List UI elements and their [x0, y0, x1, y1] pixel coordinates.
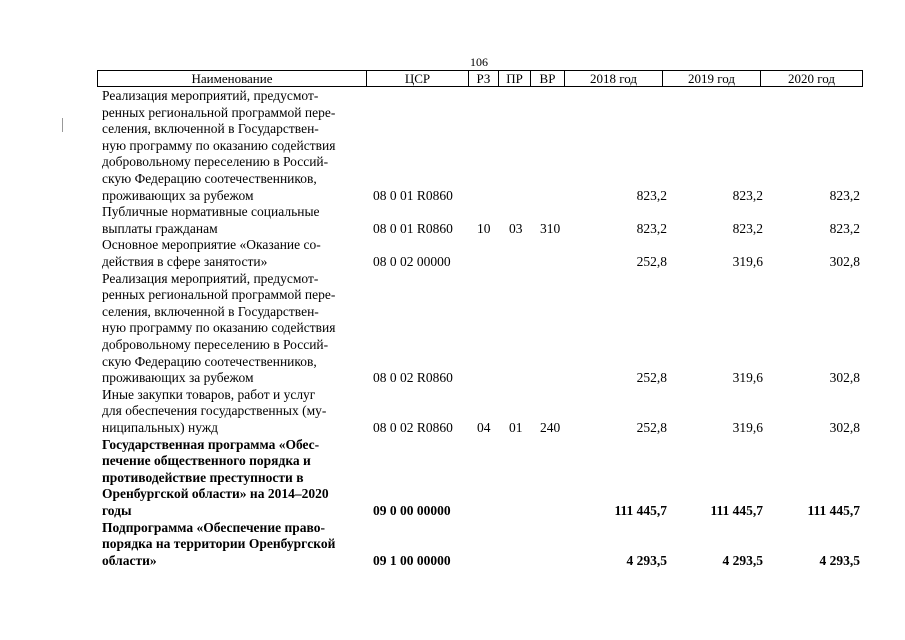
header-rz: РЗ: [469, 70, 499, 87]
row-name-line: добровольному переселению в Россий-: [102, 154, 329, 170]
cell-rz: 04: [477, 420, 491, 435]
cell-2020: 111 445,7: [807, 503, 860, 518]
row-name-line: области»: [102, 552, 157, 568]
row-name: [102, 237, 372, 270]
table-header: [97, 70, 863, 87]
row-name-line: Иные закупки товаров, работ и услуг: [102, 386, 316, 402]
row-name-line: Оренбургской области» на 2014–2020: [102, 486, 329, 502]
cell-2020: 823,2: [829, 220, 860, 236]
row-name-line: Реализация мероприятий, предусмот-: [102, 270, 319, 286]
cell-csr: 08 0 01 R0860: [373, 187, 453, 203]
cell-2019: 319,6: [732, 420, 763, 435]
table-row: [97, 271, 863, 387]
table-row: [97, 237, 863, 270]
row-name: [102, 387, 372, 437]
cell-2019: 4 293,5: [722, 552, 763, 568]
page-number: 106: [470, 55, 488, 69]
row-name-line: скую Федерацию соотечественников,: [102, 170, 317, 186]
row-name-line: порядка на территории Оренбургской: [102, 536, 336, 552]
row-name-line: проживающих за рубежом: [102, 187, 254, 203]
row-name-line: годы: [102, 502, 132, 518]
row-name: [102, 520, 372, 570]
row-name-line: для обеспечения государственных (му-: [102, 403, 327, 419]
row-name-line: селения, включенной в Государствен-: [102, 121, 319, 137]
cell-vr: 240: [540, 420, 561, 435]
row-name-line: ную программу по оказанию содействия: [102, 320, 336, 336]
row-name-line: ную программу по оказанию содействия: [102, 137, 336, 153]
cell-2019: 823,2: [732, 187, 763, 203]
header-2018: 2018 год: [565, 70, 663, 87]
cell-2020: 302,8: [829, 253, 860, 269]
row-name-line: Государственная программа «Обес-: [102, 436, 320, 452]
cell-2018: 823,2: [636, 220, 667, 236]
row-name-line: выплаты гражданам: [102, 220, 218, 236]
cell-2019: 111 445,7: [710, 503, 763, 518]
row-name-line: селения, включенной в Государствен-: [102, 303, 319, 319]
row-name-line: проживающих за рубежом: [102, 370, 254, 386]
row-name: [102, 88, 372, 204]
table-row: [97, 204, 863, 237]
cell-2018: 252,8: [636, 420, 667, 435]
row-name: [102, 204, 372, 237]
table-row: [97, 88, 863, 204]
header-2019: 2019 год: [663, 70, 761, 87]
cell-2018: 252,8: [636, 370, 667, 386]
row-name-line: ниципальных) нужд: [102, 419, 219, 435]
row-name-line: Подпрограмма «Обеспечение право-: [102, 519, 325, 535]
row-name-line: добровольному переселению в Россий-: [102, 336, 329, 352]
cell-vr: 310: [540, 220, 561, 236]
cell-csr: 08 0 02 R0860: [373, 420, 453, 435]
row-name-line: Реализация мероприятий, предусмот-: [102, 88, 319, 103]
cell-2018: 823,2: [636, 187, 667, 203]
cell-csr: 08 0 02 00000: [373, 253, 451, 269]
cell-csr: 08 0 02 R0860: [373, 370, 453, 386]
row-name-line: действия в сфере занятости»: [102, 253, 268, 269]
row-name: [102, 271, 372, 387]
table-row: [97, 520, 863, 570]
row-name-line: ренных региональной программой пере-: [102, 287, 336, 303]
row-name-line: противодействие преступности в: [102, 469, 304, 485]
cell-csr: 09 1 00 00000: [373, 552, 451, 568]
cell-rz: 10: [477, 220, 491, 236]
cell-pr: 03: [509, 220, 523, 236]
row-name-line: печение общественного порядка и: [102, 453, 311, 469]
cell-2018: 4 293,5: [626, 552, 667, 568]
cell-2020: 302,8: [829, 420, 860, 435]
header-csr: ЦСР: [367, 70, 469, 87]
cell-2019: 823,2: [732, 220, 763, 236]
table-row: [97, 387, 863, 437]
row-name-line: скую Федерацию соотечественников,: [102, 353, 317, 369]
cell-csr: 09 0 00 00000: [373, 503, 451, 518]
header-2020: 2020 год: [761, 70, 863, 87]
header-name: Наименование: [97, 70, 367, 87]
cell-2019: 319,6: [732, 253, 763, 269]
row-name-line: Основное мероприятие «Оказание со-: [102, 237, 321, 253]
header-vr: ВР: [531, 70, 565, 87]
row-name-line: Публичные нормативные социальные: [102, 204, 320, 220]
cell-2020: 302,8: [829, 370, 860, 386]
cell-2020: 823,2: [829, 187, 860, 203]
cell-csr: 08 0 01 R0860: [373, 220, 453, 236]
row-name: [102, 437, 372, 520]
cell-pr: 01: [509, 420, 523, 435]
header-pr: ПР: [499, 70, 531, 87]
scan-artifact: [62, 118, 63, 132]
cell-2018: 111 445,7: [614, 503, 667, 518]
cell-2019: 319,6: [732, 370, 763, 386]
row-name-line: ренных региональной программой пере-: [102, 104, 336, 120]
cell-2020: 4 293,5: [819, 552, 860, 568]
table-row: [97, 437, 863, 520]
cell-2018: 252,8: [636, 253, 667, 269]
